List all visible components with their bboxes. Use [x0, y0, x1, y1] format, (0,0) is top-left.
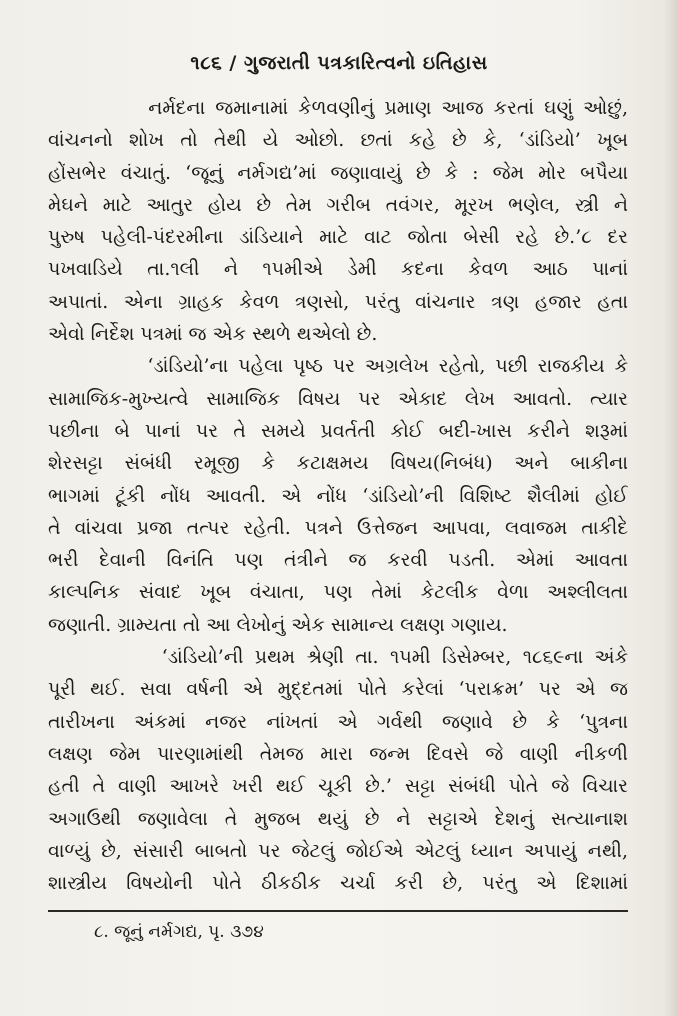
- text-line: અગાઉથી જણાવેલા તે મુજબ થયું છે ને સટ્ટાએ દેશનું સત્યાનાશ: [48, 807, 628, 830]
- text-line: વાંચનનો શોખ તો તેથી યે ઓછો. છતાં કહે છે કે, ‘ડાંડિયો’ ખૂબ: [48, 129, 628, 152]
- text-line: પછીના બે પાનાં પર તે સમયે પ્રવર્તતી કોઈ બદી-ખાસ કરીને શરૂમાં: [48, 419, 628, 442]
- text-line: પખવાડિયે તા.૧લી ને ૧૫મીએ ડેમી કદના કેવળ આઠ પાનાં: [48, 258, 628, 281]
- text-line: શેરસટ્ટા સંબંધી રમૂજી કે કટાક્ષમય વિષય(નિબંધ) અને બાકીના: [48, 452, 628, 475]
- text-line: મેઘને માટે આતુર હોય છે તેમ ગરીબ તવંગર, મૂરખ ભણેલ, સ્ત્રી ને: [48, 193, 628, 216]
- footnote: ૮. જૂનું નર્મગદ્ય, પૃ. ૩૭૪: [94, 922, 264, 942]
- body-text: [48, 92, 628, 899]
- footnote-divider: [48, 910, 628, 912]
- text-line: શાસ્ત્રીય વિષયોની પોતે ઠીકઠીક ચર્ચા કરી છે, પરંતુ એ દિશામાં: [48, 872, 628, 895]
- text-line: અપાતાં. એના ગ્રાહક કેવળ ત્રણસો, પરંતુ વાંચનાર ત્રણ હજાર હતા: [48, 290, 628, 313]
- text-line: તારીખના અંકમાં નજર નાંખતાં એ ગર્વથી જણાવે છે કે ‘પુત્રના: [48, 710, 628, 733]
- text-line: હતી તે વાણી આખરે ખરી થઈ ચૂકી છે.’ સટ્ટા સંબંધી પોતે જે વિચાર: [48, 775, 628, 798]
- text-line: નર્મદના જમાનામાં કેળવણીનું પ્રમાણ આજ કરતાં ઘણું ઓછું,: [48, 97, 628, 119]
- text-line: ભરી દેવાની વિનંતિ પણ તંત્રીને જ કરવી પડતી. એમાં આવતા: [48, 549, 628, 572]
- page-edge-shadow: [664, 0, 678, 1016]
- text-line: પૂરી થઈ. સવા વર્ષની એ મુદ્દતમાં પોતે કરેલાં ‘પરાક્રમ’ પર એ જ: [48, 678, 628, 701]
- text-line: કાલ્પનિક સંવાદ ખૂબ વંચાતા, પણ તેમાં કેટલીક વેળા અશ્લીલતા: [48, 581, 628, 604]
- text-line: હોંસભેર વંચાતું. ‘જૂનું નર્મગદ્ય’માં જણાવાયું છે કે : જેમ મોર બપૈયા: [48, 161, 628, 184]
- text-line: ‘ડાંડિયો’ની પ્રથમ શ્રેણી તા. ૧૫મી ડિસેમ્બર, ૧૮૬૯ના અંકે: [48, 646, 628, 669]
- text-line: જણાતી. ગ્રામ્યતા તો આ લેખોનું એક સામાન્ય લક્ષણ ગણાય.: [48, 613, 508, 636]
- text-line: પુરુષ પહેલી-પંદરમીના ડાંડિયાને માટે વાટ જોતા બેસી રહે છે.’૮ દર: [48, 226, 628, 249]
- text-line: લક્ષણ જેમ પારણામાંથી તેમજ મારા જન્મ દિવસે જે વાણી નીકળી: [48, 742, 628, 765]
- text-line: ‘ડાંડિયો’ના પહેલા પૃષ્ઠ પર અગ્રલેખ રહેતો, પછી રાજકીય કે: [48, 355, 628, 378]
- text-line: ભાગમાં ટૂંકી નોંધ આવતી. એ નોંધ ‘ડાંડિયો’ની વિશિષ્ટ શૈલીમાં હોઈ: [48, 484, 628, 507]
- text-line: તે વાંચવા પ્રજા તત્પર રહેતી. પત્રને ઉત્તેજન આપવા, લવાજમ તાકીદે: [48, 516, 628, 539]
- text-line: એવો નિર્દેશ પત્રમાં જ એક સ્થળે થએલો છે.: [48, 323, 378, 346]
- text-line: વાળ્યું છે, સંસારી બાબતો પર જેટલું જોઈએ એટલું ધ્યાન અપાયું નથી,: [48, 839, 628, 862]
- text-line: સામાજિક-મુખ્યત્વે સામાજિક વિષય પર એકાદ લેખ આવતો. ત્યાર: [48, 387, 628, 410]
- running-header: ૧૮૬ / ગુજરાતી પત્રકારિત્વનો ઇતિહાસ: [190, 52, 488, 74]
